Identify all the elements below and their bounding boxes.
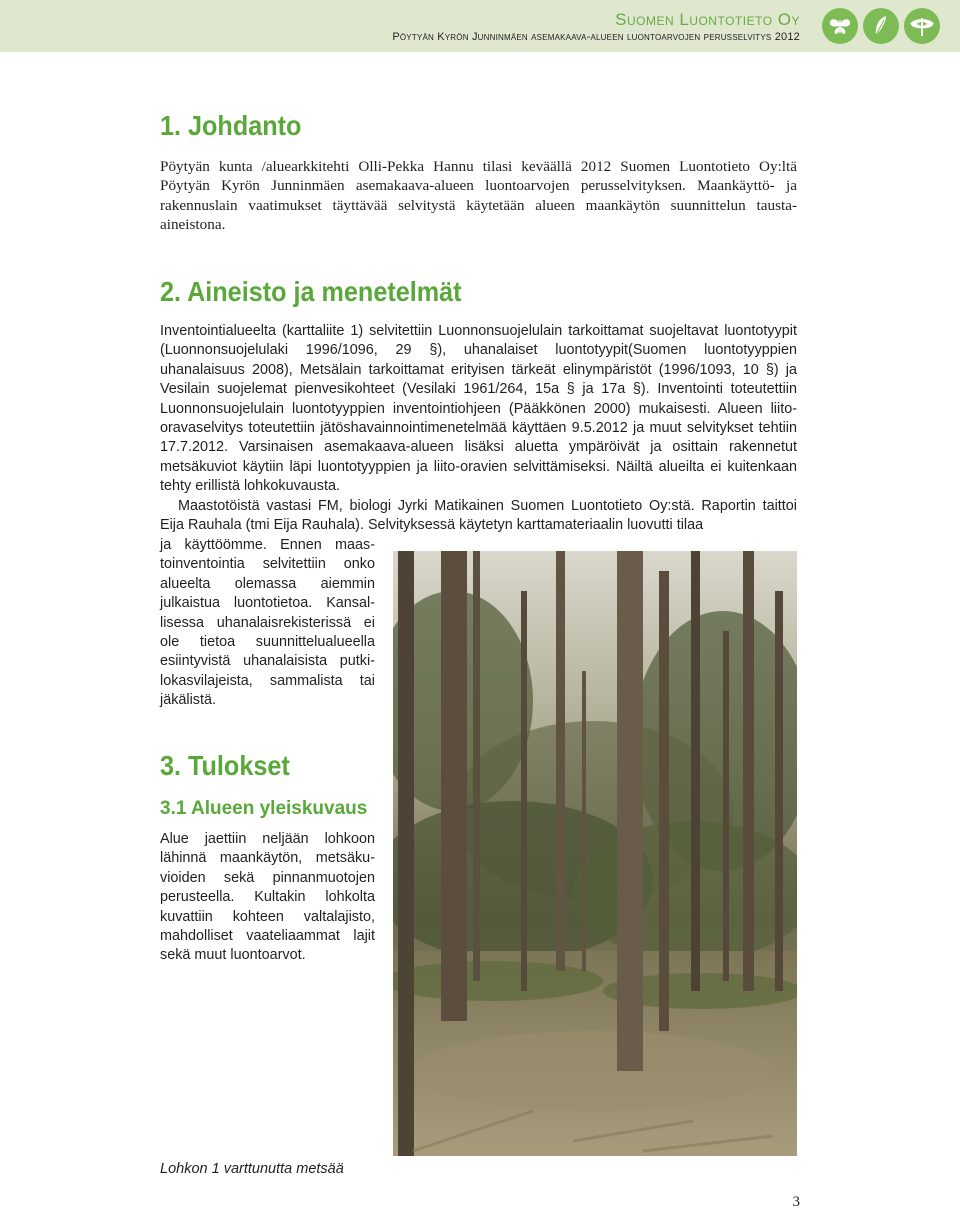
forest-photo	[393, 551, 797, 1156]
photo-caption: Lohkon 1 varttunutta metsää	[160, 1161, 344, 1177]
section-3-1-heading: 3.1 Alueen yleiskuvaus	[160, 798, 368, 819]
forest-photo-drawing	[393, 551, 797, 1156]
section-3-1-body: Alue jaettiin neljään lohkoon lähinnä maankäytön, metsäkuvioiden sekä pinnanmuotojen perusteella. Kultakin lohkolta kuvattiin kohteen valtalajisto, mahdolliset vaateliaammat lajit sekä muut luontoarvot.	[160, 831, 375, 964]
feather-icon	[863, 8, 899, 44]
section-2-paragraph-1: Inventointialueelta (karttaliite 1) selvitettiin Luonnonsuojelulain tarkoittamat suojeltavat luontotyypit (Luonnonsuojelulaki 1996/1096, 29 §), uhanalaiset luontotyypit(Suomen luontotyyppien uhanalaisuus 2008), Metsälain tarkoittamat erityisen tärkeät elinympäristöt (1996/1093, 10 §) ja Vesilain suojelemat pienvesikohteet (Vesilaki 1961/264, 15a § ja 17a §). Inventointi toteutettiin Luonnonsuojelulain luontotyyppien inventointiohjeen (Pääkkönen 2000) mukaisesti. Alueen liito-oravaselvitys toteutettiin jätöshavainnointimenetelmää käyttäen 9.5.2012 ja muut selvitykset tehtiin 17.7.2012. Varsinaisen asemakaava-alueen lisäksi aluetta ympäröivät ja osittain rakennetut metsäkuviot käytiin läpi luontotyyppien ja liito-oravien selvittämiseksi. Näiltä alueilta ei kuitenkaan tehty erillistä lohkokuvausta.	[160, 323, 797, 495]
section-1-body: Pöytyän kunta /aluearkkitehti Olli-Pekka Hannu tilasi keväällä 2012 Suomen Luontotieto Oy:ltä Pöytyän Kyrön Junninmäen asemakaava-alueen luontoarvojen perusselvityksen. Maankäyttö- ja rakennuslain vaatimukset täyttävää selvitystä käytetään alueen maankäytön suunnittelun tausta-aineistona.	[160, 158, 797, 234]
company-name: Suomen Luontotieto Oy	[615, 10, 800, 29]
section-2-heading: 2. Aineisto ja menetelmät	[160, 276, 462, 307]
section-3-heading: 3. Tulokset	[160, 750, 290, 781]
report-subtitle: Pöytyän Kyrön Junninmäen asemakaava-alueen luontoarvojen perusselvitys 2012	[392, 31, 800, 43]
header-band	[0, 0, 960, 52]
dragonfly-icon	[904, 8, 940, 44]
section-1-heading: 1. Johdanto	[160, 110, 302, 141]
page-number: 3	[792, 1194, 800, 1210]
section-2-paragraph-2-wrap: ja käyttöömme. Ennen maastoinventointia selvitettiin onko alueelta olemassa aiemmin julkaistua luontotietoa. Kansallisessa uhanalaisrekisterissä ei ole tietoa suunnittelualueella esiintyvistä uhanalaisista putkilokasvilajeista, sammalista tai jäkälistä.	[160, 537, 375, 709]
butterfly-icon	[822, 8, 858, 44]
section-2-paragraph-2: Maastotöistä vastasi FM, biologi Jyrki Matikainen Suomen Luontotieto Oy:stä. Raportin taittoi Eija Rauhala (tmi Eija Rauhala). Selvityksessä käytetyn karttamateriaalin luovutti tilaa	[160, 498, 797, 534]
